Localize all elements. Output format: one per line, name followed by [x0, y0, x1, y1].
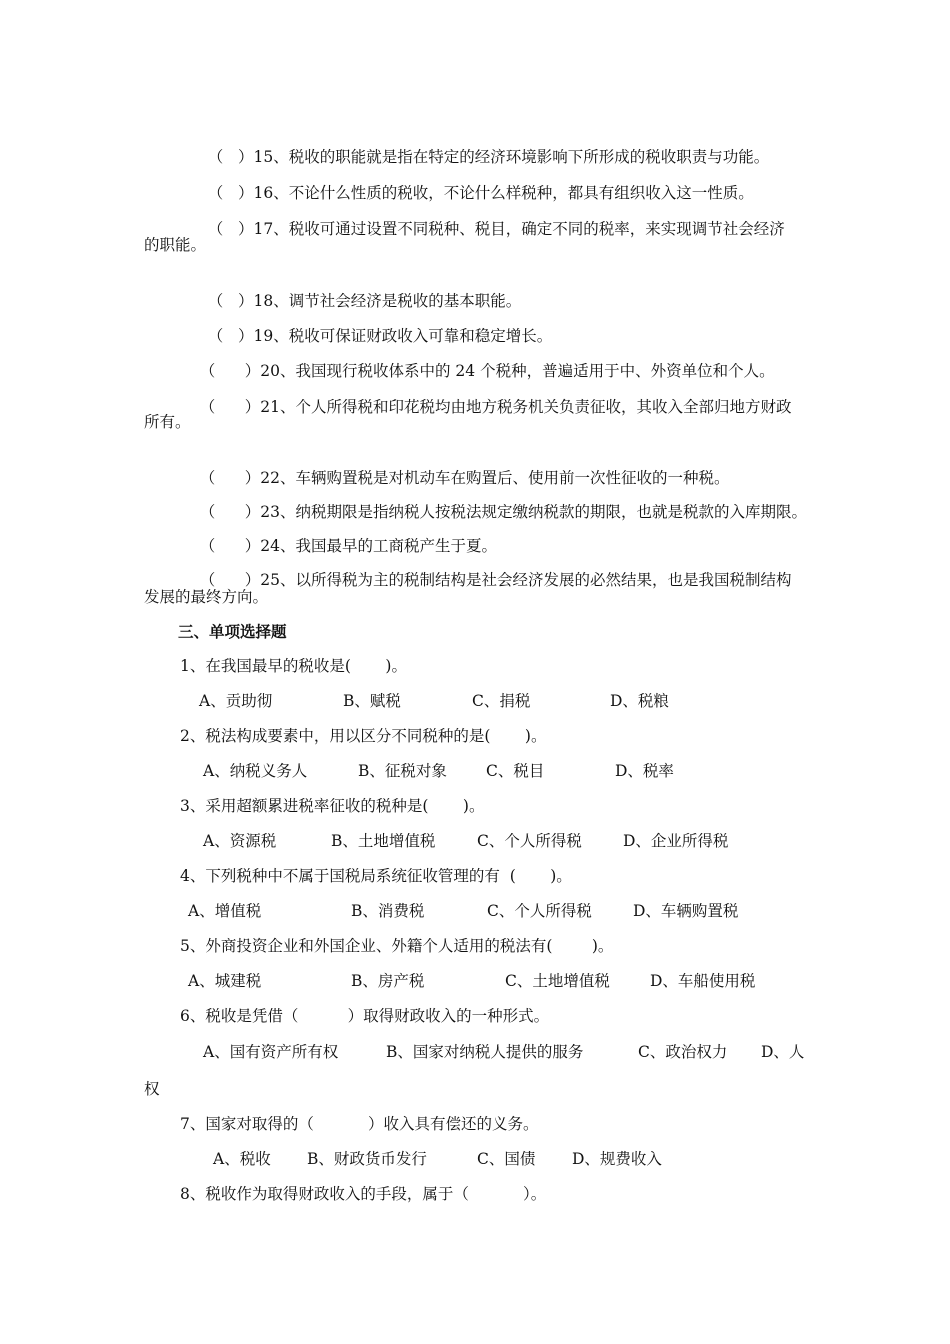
answer-paren: （ ）	[199, 398, 261, 416]
judgement-item-17-cont: 的职能。	[144, 236, 207, 254]
option-d-cont: 权	[144, 1080, 160, 1098]
option-b: B、赋税	[343, 692, 401, 710]
option-c: C、税目	[486, 762, 545, 780]
option-a: A、国有资产所有权	[203, 1043, 339, 1061]
statement-text: 20、我国现行税收体系中的 24 个税种，普遍适用于中、外资单位和个人。	[260, 362, 775, 380]
question-7: 7、国家对取得的（ ）收入具有偿还的义务。	[180, 1115, 539, 1133]
option-a: A、纳税义务人	[203, 762, 308, 780]
answer-paren: （ ）	[199, 537, 261, 555]
question-2: 2、税法构成要素中，用以区分不同税种的是( )。	[180, 727, 547, 745]
option-a: A、税收	[213, 1150, 271, 1168]
option-a: A、贡助彻	[199, 692, 273, 710]
statement-text: 23、纳税期限是指纳税人按税法规定缴纳税款的期限，也就是税款的入库期限。	[260, 503, 808, 521]
option-b: B、国家对纳税人提供的服务	[386, 1043, 584, 1061]
option-c: C、政治权力	[638, 1043, 728, 1061]
question-5: 5、外商投资企业和外国企业、外籍个人适用的税法有( )。	[180, 937, 614, 955]
option-a: A、城建税	[188, 972, 262, 990]
option-c: C、国债	[477, 1150, 536, 1168]
option-c: C、个人所得税	[477, 832, 582, 850]
section-heading: 三、单项选择题	[178, 622, 287, 641]
option-a: A、资源税	[203, 832, 277, 850]
option-d: D、税粮	[610, 692, 669, 710]
judgement-item-25-cont: 发展的最终方向。	[144, 588, 269, 606]
judgement-item-21-cont: 所有。	[144, 413, 191, 431]
answer-paren: （ ）	[207, 220, 254, 238]
option-b: B、土地增值税	[331, 832, 436, 850]
question-8: 8、税收作为取得财政收入的手段，属于（ ）。	[180, 1185, 547, 1203]
option-d: D、人	[761, 1043, 805, 1061]
statement-text: 21、个人所得税和印花税均由地方税务机关负责征收，其收入全部归地方财政	[260, 398, 792, 416]
option-d: D、车船使用税	[650, 972, 756, 990]
option-b: B、房产税	[351, 972, 425, 990]
statement-text: 25、以所得税为主的税制结构是社会经济发展的必然结果，也是我国税制结构	[260, 571, 792, 589]
answer-paren: （ ）	[207, 148, 254, 166]
question-6: 6、税收是凭借（ ）取得财政收入的一种形式。	[180, 1007, 550, 1025]
statement-text: 17、税收可通过设置不同税种、税目，确定不同的税率，来实现调节社会经济	[253, 220, 785, 238]
option-c: C、土地增值税	[505, 972, 610, 990]
statement-text: 16、不论什么性质的税收，不论什么样税种，都具有组织收入这一性质。	[253, 184, 754, 202]
question-1: 1、在我国最早的税收是( )。	[180, 657, 407, 675]
option-c: C、个人所得税	[487, 902, 592, 920]
statement-text: 19、税收可保证财政收入可靠和稳定增长。	[253, 327, 553, 345]
option-d: D、规费收入	[572, 1150, 662, 1168]
answer-paren: （ ）	[207, 292, 254, 310]
question-4: 4、下列税种中不属于国税局系统征收管理的有 ( )。	[180, 867, 572, 885]
statement-text: 24、我国最早的工商税产生于夏。	[260, 537, 498, 555]
option-b: B、征税对象	[358, 762, 447, 780]
answer-paren: （ ）	[199, 571, 261, 589]
statement-text: 15、税收的职能就是指在特定的经济环境影响下所形成的税收职责与功能。	[253, 148, 770, 166]
answer-paren: （ ）	[199, 469, 261, 487]
option-d: D、税率	[615, 762, 674, 780]
question-3: 3、采用超额累进税率征收的税种是( )。	[180, 797, 485, 815]
answer-paren: （ ）	[207, 184, 254, 202]
option-a: A、增值税	[188, 902, 262, 920]
judgement-item-17	[188, 199, 785, 259]
option-b: B、消费税	[351, 902, 425, 920]
option-d: D、企业所得税	[623, 832, 729, 850]
option-c: C、捐税	[472, 692, 531, 710]
judgement-item-21	[180, 377, 792, 437]
option-d: D、车辆购置税	[633, 902, 739, 920]
answer-paren: （ ）	[199, 362, 261, 380]
answer-paren: （ ）	[207, 327, 254, 345]
statement-text: 18、调节社会经济是税收的基本职能。	[253, 292, 522, 310]
option-b: B、财政货币发行	[307, 1150, 427, 1168]
answer-paren: （ ）	[199, 503, 261, 521]
judgement-item-25	[180, 550, 792, 610]
statement-text: 22、车辆购置税是对机动车在购置后、使用前一次性征收的一种税。	[260, 469, 730, 487]
